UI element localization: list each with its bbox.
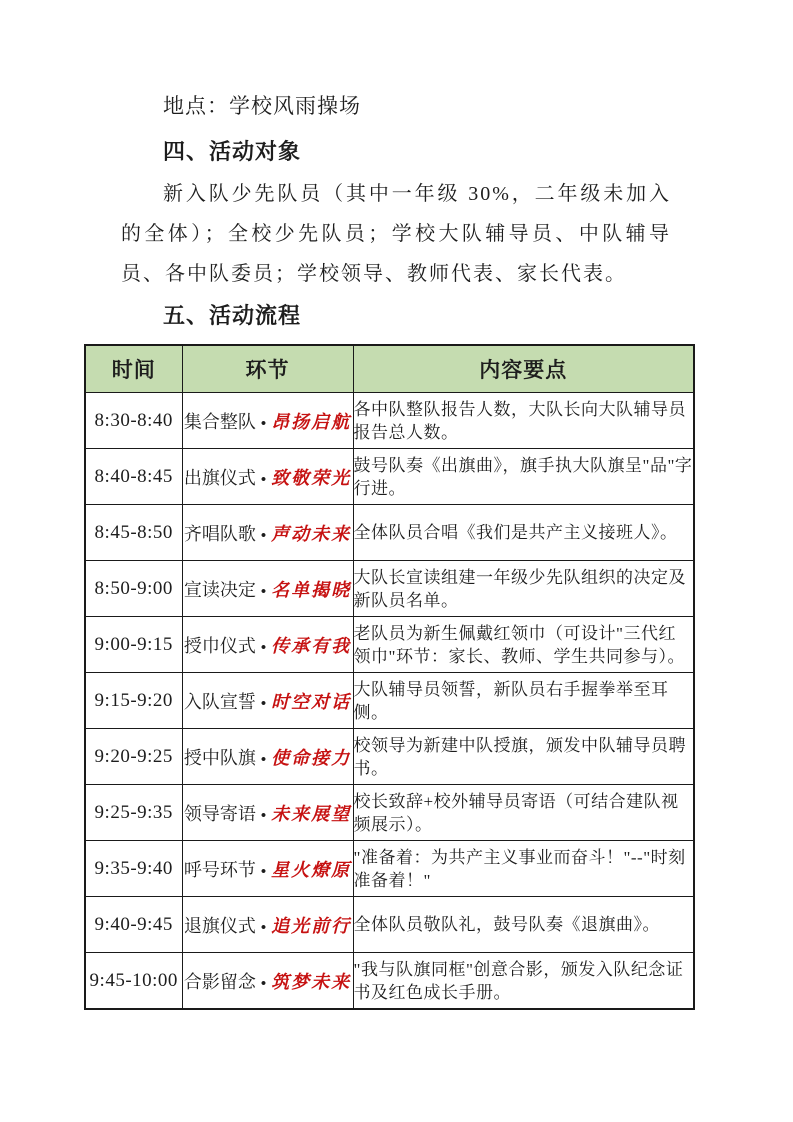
segment-theme: 致敬荣光	[271, 467, 352, 488]
time-range: 9:15-9:20	[94, 689, 173, 711]
table-row	[85, 729, 694, 785]
content-text: 大队长宣读组建一年级少先队组织的决定及新队员名单。	[353, 567, 686, 610]
header-cell-time: 时间	[85, 345, 182, 393]
header-cell-content: 内容要点	[353, 345, 694, 393]
content-cell	[353, 897, 694, 953]
table-row	[85, 617, 694, 673]
segment-cell	[182, 505, 353, 561]
bullet-separator: •	[260, 639, 267, 656]
time-range: 9:20-9:25	[94, 745, 173, 767]
bullet-separator: •	[260, 583, 267, 600]
segment-cell	[182, 561, 353, 617]
content-text: 大队辅导员领誓，新队员右手握拳举至耳侧。	[353, 679, 669, 722]
time-cell	[85, 617, 182, 673]
time-range: 9:45-10:00	[89, 969, 178, 991]
content-text: 全体队员合唱《我们是共产主义接班人》。	[353, 523, 678, 542]
bullet-separator: •	[260, 975, 267, 992]
segment-theme: 昂扬启航	[271, 411, 352, 432]
bullet-separator: •	[260, 863, 267, 880]
time-cell	[85, 393, 182, 449]
content-text: "我与队旗同框"创意合影，颁发入队纪念证书及红色成长手册。	[353, 959, 684, 1002]
time-range: 9:00-9:15	[94, 633, 173, 655]
content-text: 鼓号队奏《出旗曲》，旗手执大队旗呈"品"字行进。	[353, 455, 693, 498]
segment-cell	[182, 953, 353, 1010]
segment-theme: 筑梦未来	[271, 971, 352, 992]
time-cell	[85, 673, 182, 729]
content-cell	[353, 841, 694, 897]
content-cell	[353, 729, 694, 785]
segment-name: 齐唱队歌	[183, 523, 256, 544]
content-cell	[353, 393, 694, 449]
content-text: 校领导为新建中队授旗，颁发中队辅导员聘书。	[353, 735, 686, 778]
content-text: 校长致辞+校外辅导员寄语（可结合建队视频展示）。	[353, 791, 679, 834]
segment-name: 宣读决定	[183, 579, 256, 600]
time-cell	[85, 897, 182, 953]
content-cell	[353, 673, 694, 729]
content-cell	[353, 953, 694, 1010]
segment-theme: 星火燎原	[271, 859, 352, 880]
table-row	[85, 393, 694, 449]
time-cell	[85, 505, 182, 561]
segment-theme: 时空对话	[271, 691, 352, 712]
segment-name: 合影留念	[183, 971, 256, 992]
header-cell-segment: 环节	[182, 345, 353, 393]
time-range: 8:30-8:40	[94, 409, 173, 431]
section-heading-activity-flow: 五、活动流程	[163, 303, 302, 328]
bullet-separator: •	[260, 919, 267, 936]
segment-name: 授巾仪式	[183, 635, 256, 656]
segment-theme: 声动未来	[271, 523, 352, 544]
segment-theme: 未来展望	[271, 803, 352, 824]
content-text: 老队员为新生佩戴红领巾（可设计"三代红领巾"环节：家长、教师、学生共同参与）。	[353, 623, 685, 666]
content-cell	[353, 617, 694, 673]
segment-cell	[182, 617, 353, 673]
time-range: 9:35-9:40	[94, 857, 173, 879]
time-cell	[85, 841, 182, 897]
content-text: 各中队整队报告人数，大队长向大队辅导员报告总人数。	[353, 399, 686, 442]
segment-name: 授中队旗	[183, 747, 256, 768]
schedule-table	[84, 344, 695, 1010]
content-cell	[353, 505, 694, 561]
bullet-separator: •	[260, 695, 267, 712]
segment-cell	[182, 841, 353, 897]
content-cell	[353, 785, 694, 841]
segment-name: 呼号环节	[183, 859, 256, 880]
segment-cell	[182, 673, 353, 729]
segment-cell	[182, 897, 353, 953]
location-line: 地点：学校风雨操场	[163, 94, 361, 118]
document-content	[84, 0, 693, 1010]
segment-name: 集合整队	[183, 411, 256, 432]
section-heading-activity-target: 四、活动对象	[163, 139, 302, 164]
segment-theme: 追光前行	[271, 915, 352, 936]
bullet-separator: •	[260, 751, 267, 768]
activity-target-paragraph: 新入队少先队员（其中一年级 30%，二年级未加入的全体）；全校少先队员；学校大队辅导员、中队辅导员、各中队委员；学校领导、教师代表、家长代表。	[121, 183, 671, 285]
content-cell	[353, 561, 694, 617]
schedule-table-body	[85, 393, 694, 1010]
bullet-separator: •	[260, 471, 267, 488]
time-cell	[85, 953, 182, 1010]
segment-cell	[182, 729, 353, 785]
segment-cell	[182, 449, 353, 505]
time-range: 8:50-9:00	[94, 577, 173, 599]
time-cell	[85, 729, 182, 785]
segment-theme: 传承有我	[271, 635, 352, 656]
time-cell	[85, 785, 182, 841]
table-row	[85, 953, 694, 1010]
table-row	[85, 673, 694, 729]
table-row	[85, 785, 694, 841]
time-range: 8:45-8:50	[94, 521, 173, 543]
bullet-separator: •	[260, 807, 267, 824]
table-row	[85, 841, 694, 897]
bullet-separator: •	[260, 527, 267, 544]
bullet-separator: •	[260, 415, 267, 432]
table-row	[85, 505, 694, 561]
segment-theme: 名单揭晓	[271, 579, 352, 600]
segment-name: 退旗仪式	[183, 915, 256, 936]
table-row	[85, 897, 694, 953]
table-row	[85, 561, 694, 617]
time-cell	[85, 561, 182, 617]
table-row	[85, 449, 694, 505]
segment-name: 领导寄语	[183, 803, 256, 824]
segment-name: 入队宣誓	[183, 691, 256, 712]
segment-cell	[182, 393, 353, 449]
segment-cell	[182, 785, 353, 841]
time-range: 8:40-8:45	[94, 465, 173, 487]
segment-theme: 使命接力	[271, 747, 352, 768]
time-range: 9:25-9:35	[94, 801, 173, 823]
table-header-row	[85, 345, 694, 393]
segment-name: 出旗仪式	[183, 467, 256, 488]
content-cell	[353, 449, 694, 505]
time-cell	[85, 449, 182, 505]
content-text: 全体队员敬队礼，鼓号队奏《退旗曲》。	[353, 915, 660, 934]
content-text: "准备着：为共产主义事业而奋斗！"--"时刻准备着！"	[353, 847, 686, 890]
time-range: 9:40-9:45	[94, 913, 173, 935]
